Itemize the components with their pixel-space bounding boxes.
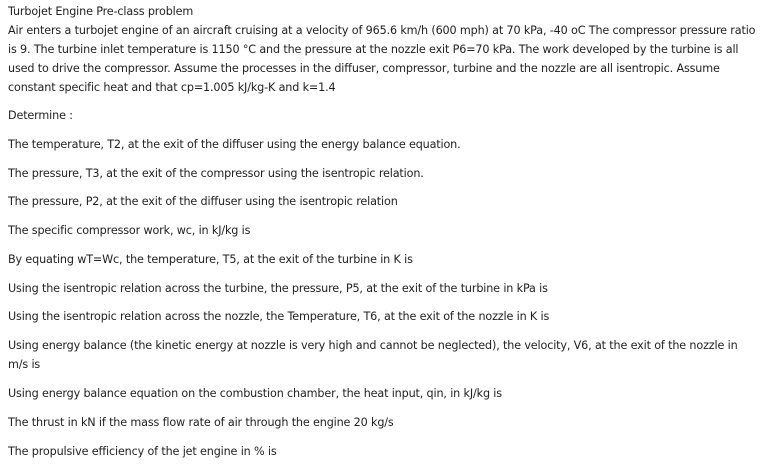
question-propulsive-efficiency: The propulsive efficiency of the jet engine in % is bbox=[8, 445, 277, 458]
question-v6-nozzle-velocity: Using energy balance (the kinetic energy at nozzle is very high and cannot be neglected), the velocity, V6, at the exit of the nozzle in m/s is bbox=[8, 339, 738, 371]
question-thrust: The thrust in kN if the mass flow rate of air through the engine 20 kg/s bbox=[8, 416, 394, 429]
question-p5-turbine-exit: Using the isentropic relation across the turbine, the pressure, P5, at the exit of the turbine in kPa is bbox=[8, 282, 548, 295]
question-t5-turbine-exit: By equating wT=Wc, the temperature, T5, at the exit of the turbine in K is bbox=[8, 253, 413, 266]
problem-title: Turbojet Engine Pre-class problem bbox=[8, 5, 194, 18]
problem-statement: Air enters a turbojet engine of an aircraft cruising at a velocity of 965.6 km/h (600 mph) at 70 kPa, -40 oC The compressor pressure ratio is 9. The turbine inlet temperature is 1150 °C and the pressure at the nozzle exit P6=70 kPa. The work developed by the turbine is all used to drive the compressor. Assume the processes in the diffuser, compressor, turbine and the nozzle are all isentropic. Assume constant specific heat and that cp=1.005 kJ/kg-K and k=1.4 bbox=[8, 24, 756, 94]
question-p2-diffuser-exit: The pressure, P2, at the exit of the diffuser using the isentropic relation bbox=[8, 195, 398, 208]
question-t6-nozzle-exit: Using the isentropic relation across the nozzle, the Temperature, T6, at the exit of the nozzle in K is bbox=[8, 310, 550, 323]
question-t2-diffuser-exit: The temperature, T2, at the exit of the diffuser using the energy balance equation. bbox=[8, 138, 461, 151]
question-t3-compressor-exit: The pressure, T3, at the exit of the compressor using the isentropic relation. bbox=[8, 167, 424, 180]
problem-header bbox=[8, 2, 758, 97]
question-heat-input: Using energy balance equation on the combustion chamber, the heat input, qin, in kJ/kg is bbox=[8, 387, 502, 400]
determine-label: Determine : bbox=[8, 109, 73, 122]
question-compressor-work: The specific compressor work, wc, in kJ/kg is bbox=[8, 224, 251, 237]
